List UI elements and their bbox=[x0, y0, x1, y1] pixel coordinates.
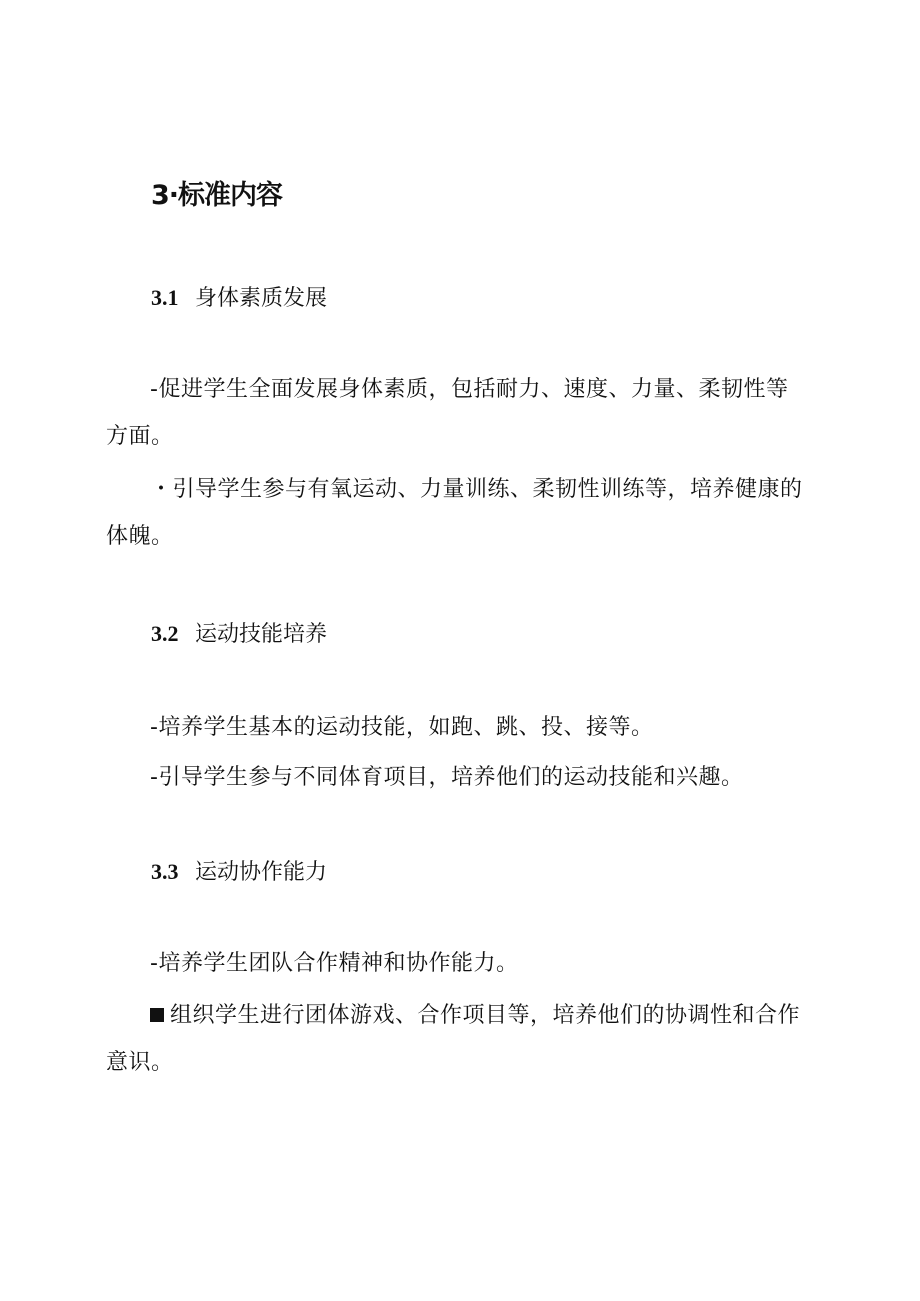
subsection-heading-3-1 bbox=[151, 282, 327, 315]
subsection-title: 身体素质发展 bbox=[195, 286, 328, 311]
subsection-number: 3.3 bbox=[151, 859, 179, 884]
paragraph-text: 组织学生进行团体游戏、合作项目等，培养他们的协调性和合作意识。 bbox=[106, 1003, 801, 1075]
square-bullet-icon bbox=[150, 1008, 164, 1022]
paragraph: -培养学生团队合作精神和协作能力。 bbox=[150, 951, 519, 976]
subsection-heading-3-2 bbox=[151, 618, 327, 651]
subsection-title: 运动技能培养 bbox=[195, 622, 328, 647]
section-title: 3·标准内容 bbox=[151, 180, 283, 211]
subsection-title: 运动协作能力 bbox=[195, 860, 328, 885]
paragraph: -培养学生基本的运动技能，如跑、跳、投、接等。 bbox=[150, 715, 654, 740]
paragraph: -引导学生参与不同体育项目，培养他们的运动技能和兴趣。 bbox=[150, 765, 744, 790]
subsection-number: 3.2 bbox=[151, 621, 179, 646]
paragraph: -促进学生全面发展身体素质，包括耐力、速度、力量、柔韧性等方面。 bbox=[106, 377, 789, 449]
paragraph: ・引导学生参与有氧运动、力量训练、柔韧性训练等，培养健康的体魄。 bbox=[106, 477, 803, 549]
subsection-number: 3.1 bbox=[151, 285, 179, 310]
subsection-heading-3-3 bbox=[151, 856, 327, 889]
paragraph bbox=[106, 992, 806, 1086]
